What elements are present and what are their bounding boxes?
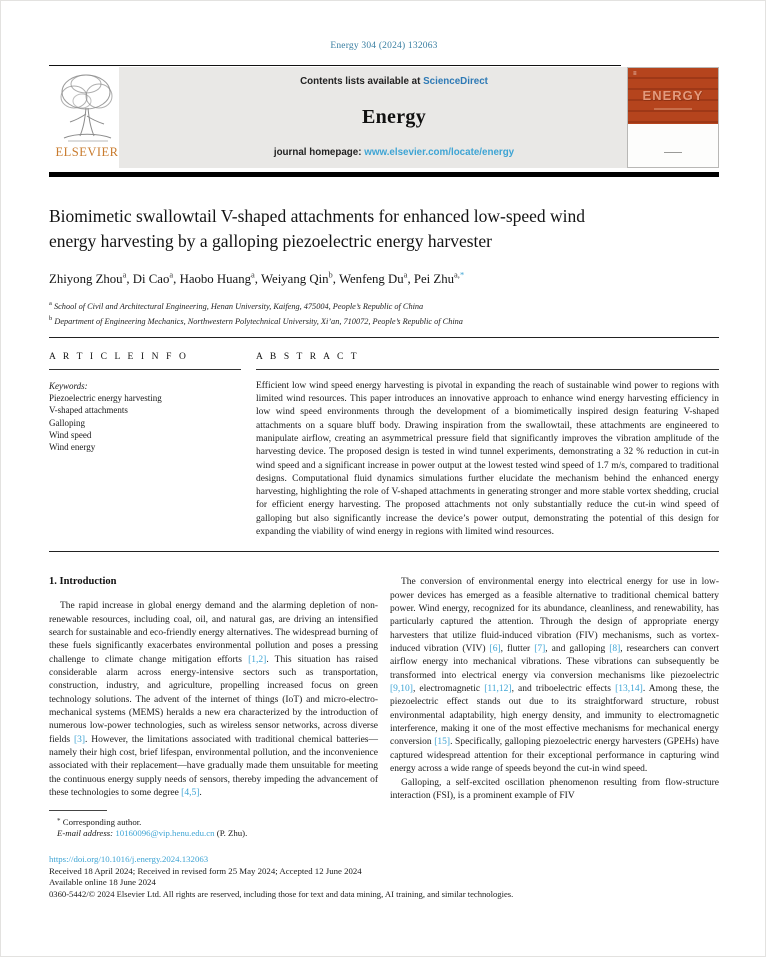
cover-title: ENERGY (642, 88, 704, 103)
author-list (49, 270, 719, 287)
affiliations (49, 298, 719, 327)
body-columns (49, 576, 719, 840)
article-info-rule (49, 369, 241, 370)
author: Di Cao$^a$, (132, 270, 180, 287)
keyword-item: Wind speed (49, 429, 92, 440)
article-title: Biomimetic swallowtail V-shaped attachments for enhanced low-speed wind energy harvesting by a galloping piezoelectric energy harvester (49, 206, 586, 251)
intro-paragraph-3: Galloping, a self-excited oscillation phenomenon resulting from flow-structure interaction (FSI), is a prominent example of FIV (390, 777, 719, 801)
keywords-block (49, 380, 241, 454)
author: Wenfeng Du$^a$, (338, 270, 414, 287)
contents-lists-line (300, 76, 488, 87)
journal-citation: Energy 304 (2024) 132063 (330, 41, 438, 51)
banner-gray-box (119, 67, 669, 168)
journal-cover-thumbnail[interactable] (627, 67, 719, 168)
received-dates: Received 18 April 2024; Received in revised form 25 May 2024; Accepted 12 June 2024 (49, 865, 362, 876)
intro-paragraph-1: The rapid increase in global energy demand and the alarming depletion of non-renewable resources, including coal, oil, and natural gas, are driving an intensified search for sustainable and eco-friendly energy alternatives. The widespread burning of these fuels significantly exacerbates environmental pollution and poses a pressing challenge to climate change mitigation efforts [1,2]. This situation has raised considerable alarm across energy-intensive sectors such as transportation, construction, industry, and agriculture, propelling increased focus on green technology solutions. The advent of the internet of things (IoT) and micro-electro-mechanical systems (MEMS) heralds a new era characterized by the introduction of numerous low-power technologies, such as wireless sensor networks, across diverse fields [3]. However, the limitations associated with traditional chemical batteries—namely their high cost, brief lifespan, environmental pollution, and the inconvenience associated with their replacement—have gradually made them unsuitable for meeting the continuous energy supply needs of sensors, thereby impeding the advancement of these technologies to some degree [4,5]. (49, 601, 378, 799)
journal-banner (49, 67, 719, 168)
abstract-text: Efficient low wind speed energy harvesting is pivotal in expanding the reach of sustainable wind power to regions with limited wind resources. This paper introduces an innovative approach to enhance wind energy harvesting efficiency in low wind speed environments through the development of a biomimetically inspired design featuring V-shaped attachments on a square bluff body. Drawing inspiration from the swallowtail, these attachments are engineered to manipulate airflow, creating an asymmetrical pressure field that significantly improves the vibration amplitude of the harvesting device. The proposed design is tested in wind tunnel experiments, demonstrating a 32 % reduction in cut-in wind speed and a significant increase in power output at the lowest tested wind speed of 1.7 m/s, compared to traditional designs. Computational fluid dynamics simulations further elucidate the mechanism behind the enhanced energy harvesting, highlighting the role of V-shaped attachments in generating stronger and more stable vortex shedding, crucial for efficient energy harvesting. The proposed attachments not only substantially reduce the cut-in wind speed of galloping but also significantly increase the device’s power output, demonstrating the potential of this design for expanding the viability of wind energy in regions with limited wind resources. (256, 380, 719, 538)
rule-below-affiliations (49, 337, 719, 338)
rule-below-abstract (49, 551, 719, 552)
intro-paragraph-2: The conversion of environmental energy into electrical energy for use in low-power devices has emerged as a feasible alternative to traditional chemical battery power. Wind energy, recognized for its abundance, cleanliness, and renewability, has particularly captured the attention. Through the design of appropriate energy harvesters that utilize fluid-induced vibration (FIV) mechanisms, such as vortex-induced vibration (VIV) [6], flutter [7], and galloping [8], researchers can convert airflow energy into mechanical vibrations. These vibrations can subsequently be transformed into electrical energy via conversion mechanisms like piezoelectric [9,10], electromagnetic [11,12], and triboelectric effects [13,14]. Among these, the piezoelectric effect stands out due to its straightforward structure, robust environmental adaptability, high energy density, and immunity to electromagnetic interference, making it one of the most effective mechanisms for mechanical energy conversion [15]. Specifically, galloping piezoelectric energy harvesters (GPEHs) have captured widespread attention for their exceptional performance in capturing wind energy across a wide range of speeds beyond the cut-in wind speed. (390, 577, 719, 775)
author-corresponding: Pei Zhu$^{a,*}$ (413, 270, 465, 287)
author: Haobo Huang$^a$, (179, 270, 261, 287)
affiliation-b: $^b$ Department of Engineering Mechanics, Northwestern Polytechnical University, Xi’an, 710072, People’s Republic of China (49, 314, 463, 326)
homepage-line (274, 147, 514, 158)
info-abstract-section (49, 352, 719, 540)
author: Zhiyong Zhou$^a$, (49, 270, 133, 287)
homepage-label: journal homepage: (273, 147, 365, 158)
cover-subrule (654, 108, 692, 110)
cover-footline (664, 152, 682, 153)
header-top-rule (49, 65, 621, 66)
email-link[interactable]: 10160096@vip.henu.edu.cn (113, 828, 215, 839)
footnote-rule (49, 810, 107, 811)
author-affil-sup: a (403, 270, 408, 280)
abstract-heading: A B S T R A C T (256, 351, 360, 362)
author-affil-sup: a (122, 270, 127, 280)
author-affil-sup: a (169, 270, 174, 280)
available-online: Available online 18 June 2024 (49, 877, 156, 888)
affiliation-a: $^a$ School of Civil and Architectural Engineering, Henan University, Kaifeng, 475004, People’s Republic of China (49, 300, 424, 312)
keyword-item: Piezoelectric energy harvesting (49, 393, 162, 404)
keyword-item: Galloping (49, 417, 85, 428)
footnote-corresponding: * Corresponding author. (57, 816, 142, 827)
journal-title: Energy (361, 105, 427, 128)
corresponding-star[interactable]: * (459, 270, 465, 280)
banner-bottom-bar (49, 172, 719, 177)
keyword-item: Wind energy (49, 442, 96, 453)
article-footer (49, 854, 719, 901)
article-info-heading: A R T I C L E I N F O (49, 351, 189, 362)
keyword-item: V-shaped attachments (49, 405, 128, 416)
keywords-label: Keywords: (49, 380, 88, 391)
author-affil-sup: a (251, 270, 255, 280)
contents-lists-text: Contents lists available at (300, 76, 424, 87)
abstract-column (256, 352, 719, 540)
homepage-url-link[interactable]: www.elsevier.com/locate/energy (364, 147, 515, 158)
elsevier-logo (49, 70, 125, 166)
author-affil-sup: a,* (454, 270, 465, 280)
footnote-email-line: E-mail address: 10160096@vip.henu.edu.cn (P. Zhu). (57, 828, 248, 839)
section-1-heading: 1. Introduction (49, 576, 117, 588)
body-column-right (390, 576, 719, 803)
cover-orange-band (628, 68, 718, 124)
elsevier-wordmark: ELSEVIER (55, 145, 119, 159)
article-info-column (49, 352, 241, 540)
author: Weiyang Qin$^b$, (260, 270, 339, 287)
author-affil-sup: b (328, 270, 333, 280)
doi-link[interactable]: https://doi.org/10.1016/j.energy.2024.132063 (49, 854, 209, 865)
corresponding-author-footnote (49, 810, 378, 841)
sciencedirect-link[interactable]: ScienceDirect (423, 76, 488, 87)
body-column-left (49, 576, 378, 840)
abstract-rule (256, 369, 719, 370)
copyright-line: 0360-5442/© 2024 Elsevier Ltd. All rights are reserved, including those for text and data mining, AI training, and similar technologies. (49, 889, 514, 900)
elsevier-tree-icon (56, 70, 118, 144)
cover-corner-mark: ≡ (633, 71, 637, 77)
